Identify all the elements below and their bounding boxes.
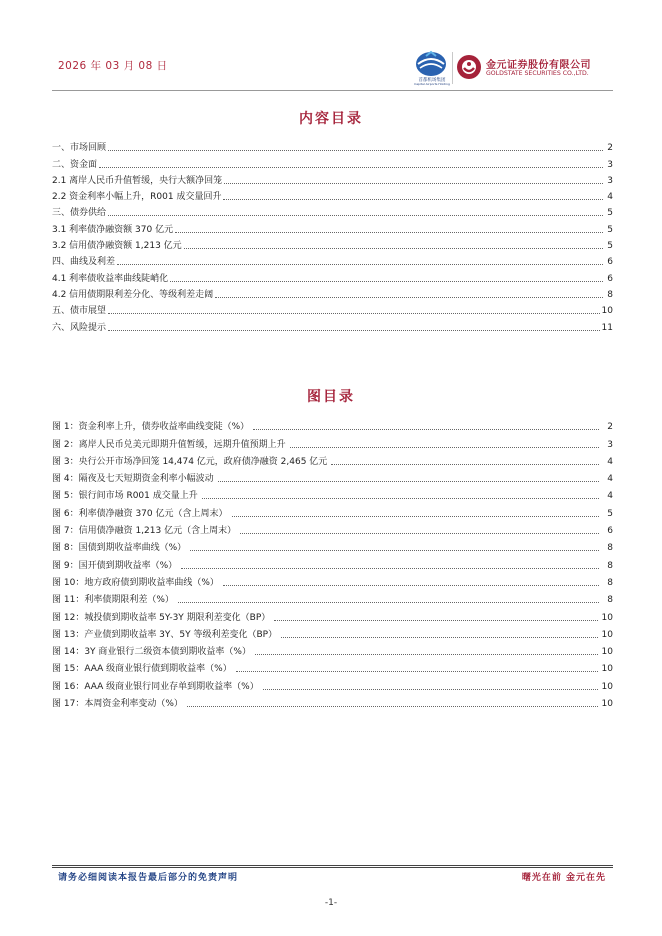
toc-entry-page: 5 <box>607 224 613 235</box>
figure-entry-label: 图 17：本周资金利率变动（%） <box>52 699 183 710</box>
toc-entry-label: 4.1 利率债收益率曲线陡峭化 <box>52 273 169 284</box>
figure-entry[interactable] <box>52 640 613 657</box>
toc-entry[interactable] <box>52 267 613 283</box>
figure-list-title: 图目录 <box>307 389 355 405</box>
toc-entry[interactable] <box>52 235 613 251</box>
figure-entry-page: 4 <box>607 474 613 485</box>
figure-entry[interactable] <box>52 519 613 536</box>
dot-leader <box>190 549 599 551</box>
toc-entry-page: 11 <box>601 322 613 333</box>
figure-entry[interactable] <box>52 605 613 622</box>
figure-entry-label: 图 15：AAA 级商业银行债到期收益率（%） <box>52 664 232 675</box>
footer-divider <box>52 865 613 866</box>
footer-divider-second <box>52 867 613 868</box>
figure-entry[interactable] <box>52 450 613 467</box>
toc-entry-page: 5 <box>607 208 613 219</box>
toc-entry[interactable] <box>52 218 613 234</box>
figure-entry-page: 10 <box>601 647 613 658</box>
figure-entry[interactable] <box>52 692 613 709</box>
dot-leader <box>108 312 600 314</box>
toc-entry[interactable] <box>52 300 613 316</box>
toc-entry-page: 3 <box>607 175 613 186</box>
toc-entry[interactable] <box>52 137 613 153</box>
figure-entry-page: 10 <box>601 612 613 623</box>
dot-leader <box>331 463 599 465</box>
figure-entry-page: 10 <box>601 629 613 640</box>
dot-leader <box>108 214 603 216</box>
logo-divider <box>452 52 453 84</box>
figure-entry[interactable] <box>52 432 613 449</box>
toc-entry[interactable] <box>52 170 613 186</box>
dot-leader <box>223 584 599 586</box>
figure-entry[interactable] <box>52 501 613 518</box>
dot-leader <box>181 567 599 569</box>
dot-leader <box>223 198 603 200</box>
toc-title: 内容目录 <box>299 111 363 127</box>
toc-entry-label: 六、风险提示 <box>52 322 107 333</box>
figure-entry-page: 10 <box>601 699 613 710</box>
figure-entry-page: 3 <box>607 439 613 450</box>
figure-entry-label: 图 1：资金利率上升，债券收益率曲线变陡（%） <box>52 422 250 433</box>
toc-entry-page: 3 <box>607 159 613 170</box>
dot-leader <box>218 480 599 482</box>
company-slogan: 曙光在前 金元在先 <box>521 873 606 883</box>
toc-entry-page: 4 <box>607 192 613 203</box>
figure-entry[interactable] <box>52 467 613 484</box>
figure-entry[interactable] <box>52 657 613 674</box>
toc-entry[interactable] <box>52 153 613 169</box>
logo1-name: 首都机场集团 <box>418 78 446 83</box>
toc-entry[interactable] <box>52 186 613 202</box>
dot-leader <box>274 619 597 621</box>
figure-entry-label: 图 2：离岸人民币兑美元即期升值暂缓，远期升值预期上升 <box>52 439 286 450</box>
report-date: 2026 年 03 月 08 日 <box>58 60 168 72</box>
figure-entry-label: 图 9：国开债到期收益率（%） <box>52 560 178 571</box>
dot-leader <box>240 532 599 534</box>
toc-entry-label: 一、市场回顾 <box>52 143 107 154</box>
figure-entry-page: 8 <box>607 543 613 554</box>
figure-entry[interactable] <box>52 674 613 691</box>
toc-entry-label: 2.2 资金利率小幅上升，R001 成交量回升 <box>52 192 222 203</box>
figure-entry-label: 图 4：隔夜及七天短期资金利率小幅波动 <box>52 474 214 485</box>
dot-leader <box>117 263 603 265</box>
dot-leader <box>253 428 599 430</box>
goldstate-english-name: GOLDSTATE SECURITIES CO.,LTD. <box>486 70 589 77</box>
toc-entry-page: 2 <box>607 143 613 154</box>
figure-entry[interactable] <box>52 588 613 605</box>
dot-leader <box>170 280 603 282</box>
figure-entry[interactable] <box>52 484 613 501</box>
dot-leader <box>178 601 599 603</box>
dot-leader <box>236 670 598 672</box>
toc-entry-label: 二、资金面 <box>52 159 98 170</box>
goldstate-logo-icon <box>456 54 482 80</box>
dot-leader <box>108 149 603 151</box>
dot-leader <box>184 247 603 249</box>
figure-entry-label: 图 14：3Y 商业银行二级资本债到期收益率（%） <box>52 647 251 658</box>
dot-leader <box>108 329 600 331</box>
toc-entry-label: 五、债市展望 <box>52 306 107 317</box>
goldstate-name: 金元证券股份有限公司 <box>486 60 591 71</box>
dot-leader <box>202 497 599 499</box>
toc-entry-label: 三、债券供给 <box>52 208 107 219</box>
dot-leader <box>232 515 600 517</box>
figure-entry-page: 8 <box>607 560 613 571</box>
toc-list <box>52 137 613 333</box>
figure-entry-label: 图 6：利率债净融资 370 亿元（含上周末） <box>52 508 228 519</box>
page-number: -1- <box>324 898 338 908</box>
header-divider <box>52 90 613 91</box>
figure-entry-page: 4 <box>607 491 613 502</box>
dot-leader <box>99 166 603 168</box>
figure-entry[interactable] <box>52 623 613 640</box>
toc-entry-label: 2.1 离岸人民币升值暂缓，央行大额净回笼 <box>52 175 223 186</box>
figure-entry[interactable] <box>52 415 613 432</box>
dot-leader <box>263 688 598 690</box>
figure-list <box>52 415 613 709</box>
toc-entry[interactable] <box>52 251 613 267</box>
figure-entry-label: 图 3：央行公开市场净回笼 14,474 亿元，政府债净融资 2,465 亿元 <box>52 456 328 467</box>
toc-entry-page: 8 <box>607 289 613 300</box>
figure-entry-page: 8 <box>607 577 613 588</box>
toc-entry[interactable] <box>52 202 613 218</box>
dot-leader <box>215 296 603 298</box>
dot-leader <box>290 446 599 448</box>
dot-leader <box>175 231 603 233</box>
figure-entry-page: 2 <box>607 422 613 433</box>
toc-entry-page: 10 <box>601 306 613 317</box>
toc-entry-page: 5 <box>607 241 613 252</box>
figure-entry-label: 图 16：AAA 级商业银行同业存单到期收益率（%） <box>52 681 259 692</box>
figure-entry-page: 10 <box>601 681 613 692</box>
figure-entry-label: 图 12：城投债到期收益率 5Y-3Y 期限利差变化（BP） <box>52 612 271 623</box>
figure-entry-page: 4 <box>607 456 613 467</box>
logo1-subtitle: Capital Airports Holding <box>414 82 450 86</box>
dot-leader <box>255 653 598 655</box>
figure-entry-page: 5 <box>607 508 613 519</box>
toc-entry-label: 3.1 利率债净融资额 370 亿元 <box>52 224 174 235</box>
figure-entry-label: 图 13：产业债到期收益率 3Y、5Y 等级利差变化（BP） <box>52 629 278 640</box>
dot-leader <box>281 636 597 638</box>
figure-entry-page: 6 <box>607 526 613 537</box>
figure-entry[interactable] <box>52 571 613 588</box>
figure-entry-label: 图 11：利率债期限利差（%） <box>52 595 174 606</box>
figure-entry-label: 图 10：地方政府债到期收益率曲线（%） <box>52 577 219 588</box>
toc-entry[interactable] <box>52 316 613 332</box>
dot-leader <box>224 182 603 184</box>
figure-entry-label: 图 5：银行间市场 R001 成交量上升 <box>52 491 198 502</box>
toc-entry-label: 4.2 信用债期限利差分化、等级利差走阔 <box>52 289 214 300</box>
figure-entry-label: 图 8：国债到期收益率曲线（%） <box>52 543 187 554</box>
toc-entry-page: 6 <box>607 273 613 284</box>
toc-entry-label: 3.2 信用债净融资额 1,213 亿元 <box>52 241 182 252</box>
figure-entry[interactable] <box>52 536 613 553</box>
figure-entry-page: 8 <box>607 595 613 606</box>
toc-entry[interactable] <box>52 284 613 300</box>
figure-entry[interactable] <box>52 553 613 570</box>
toc-entry-label: 四、曲线及利差 <box>52 257 116 268</box>
disclaimer-text: 请务必细阅读本报告最后部分的免责声明 <box>58 873 239 883</box>
figure-entry-page: 10 <box>601 664 613 675</box>
dot-leader <box>187 705 598 707</box>
figure-entry-label: 图 7：信用债净融资 1,213 亿元（含上周末） <box>52 526 237 537</box>
toc-entry-page: 6 <box>607 257 613 268</box>
